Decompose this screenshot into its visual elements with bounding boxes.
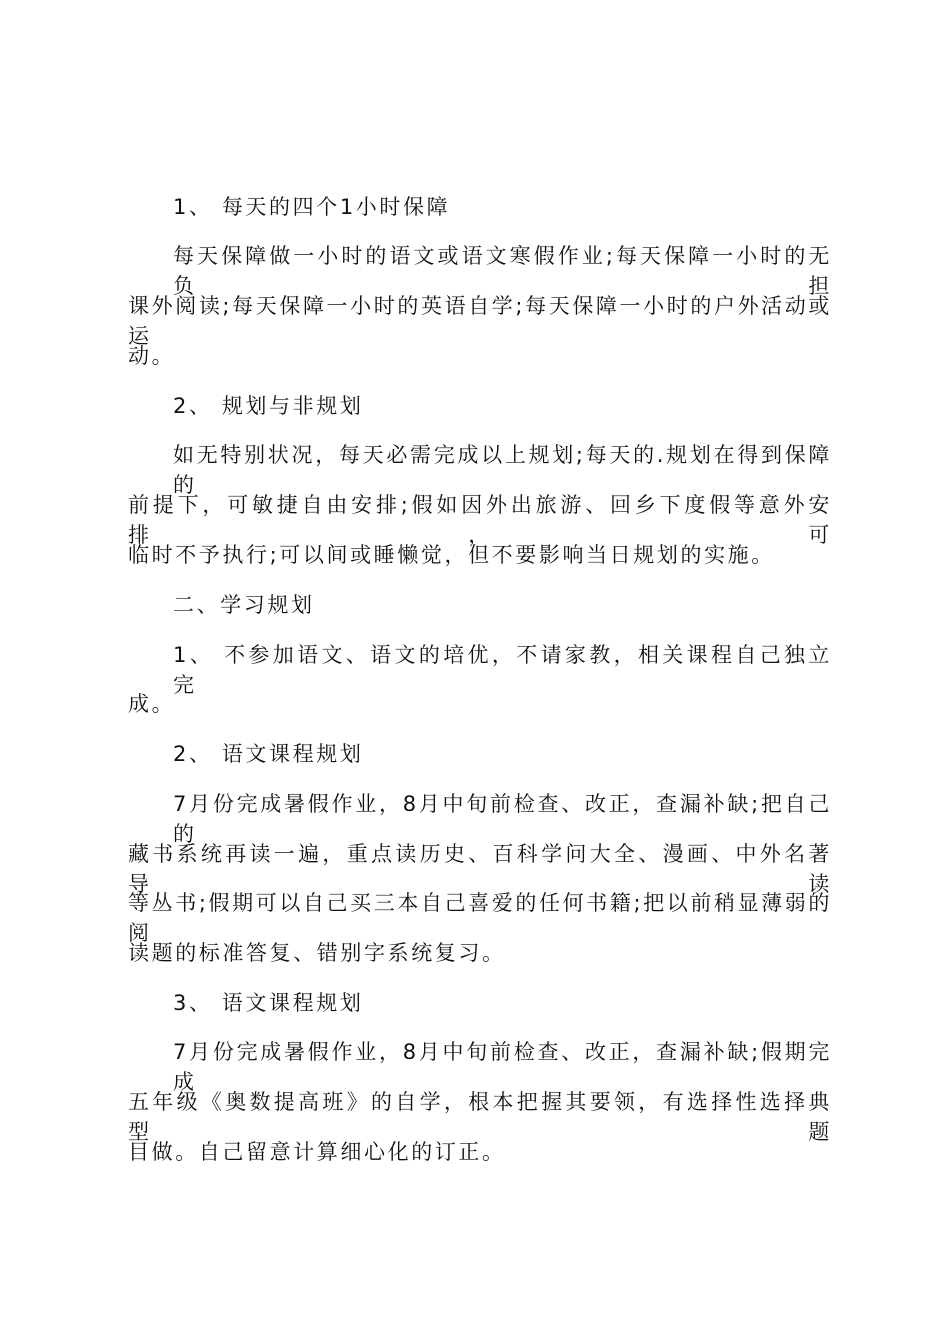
paragraph-line: 如无特别状况，每天必需完成以上规划;每天的.规划在得到保障的 <box>173 443 832 497</box>
paragraph-line: 前提下，可敏捷自由安排;假如因外出旅游、回乡下度假等意外安排，可 <box>128 493 832 547</box>
section-heading: 3、 语文课程规划 <box>173 991 364 1015</box>
paragraph-line: 成。 <box>128 692 176 716</box>
paragraph-line: 五年级《奥数提高班》的自学，根本把握其要领，有选择性选择典型题 <box>128 1090 832 1144</box>
paragraph-line: 1、 不参加语文、语文的培优，不请家教，相关课程自己独立完 <box>173 643 832 697</box>
paragraph-line: 7月份完成暑假作业，8月中旬前检查、改正，查漏补缺;假期完成 <box>173 1040 832 1094</box>
section-heading: 2、 语文课程规划 <box>173 742 364 766</box>
paragraph-line: 每天保障做一小时的语文或语文寒假作业;每天保障一小时的无负担 <box>173 244 832 298</box>
paragraph-line: 临时不予执行;可以间或睡懒觉，但不要影响当日规划的实施。 <box>128 543 775 567</box>
section-heading: 2、 规划与非规划 <box>173 394 364 418</box>
paragraph-line: 目做。自己留意计算细心化的订正。 <box>128 1140 506 1164</box>
paragraph-line: 动。 <box>128 344 176 368</box>
paragraph-line: 读题的标准答复、错别字系统复习。 <box>128 941 506 965</box>
section-heading: 二、学习规划 <box>173 593 315 617</box>
paragraph-line: 7月份完成暑假作业，8月中旬前检查、改正，查漏补缺;把自己的 <box>173 792 832 846</box>
paragraph-line: 藏书系统再读一遍，重点读历史、百科学问大全、漫画、中外名著导读 <box>128 842 832 896</box>
section-heading: 1、 每天的四个1小时保障 <box>173 195 451 219</box>
paragraph-line: 等丛书;假期可以自己买三本自己喜爱的任何书籍;把以前稍显薄弱的阅 <box>128 891 832 945</box>
paragraph-line: 课外阅读;每天保障一小时的英语自学;每天保障一小时的户外活动或运 <box>128 294 832 348</box>
